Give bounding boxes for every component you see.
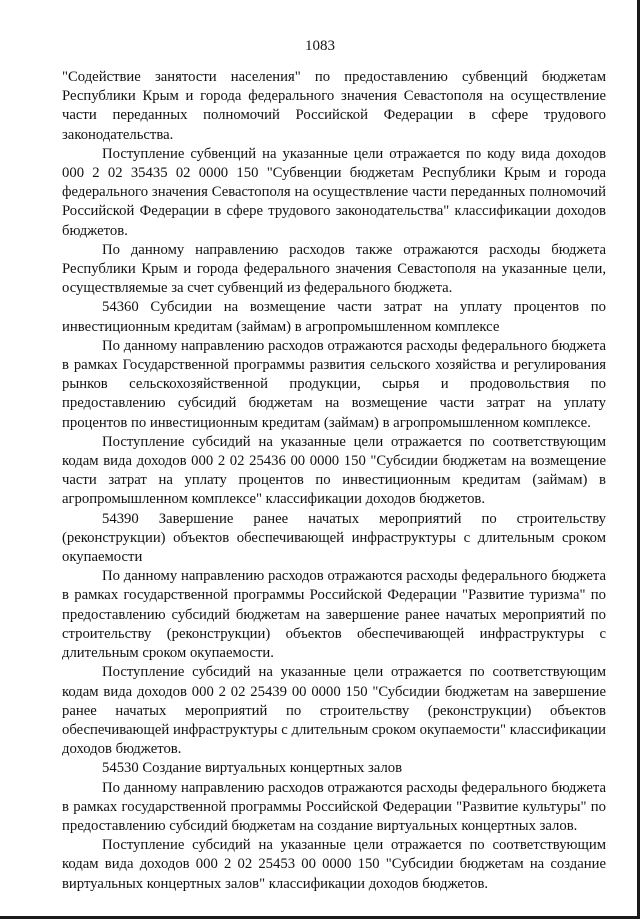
section-heading-54390: 54390 Завершение ранее начатых мероприятий по строительству (реконструкции) объектов обеспечивающей инфраструктуры с длительным сроком окупаемости [62,510,606,566]
paragraph: Поступление субсидий на указанные цели отражается по соответствующим кодам вида доходов 000 2 02 25436 00 0000 150 "Субсидии бюджетам на возмещение части затрат на уплату процентов по инвестиционным кредитам (займам) в агропромышленном комплексе" классификации доходов бюджетов. [62,433,606,508]
page-number: 1083 [305,38,335,54]
paragraph: Поступление субвенций на указанные цели отражается по коду вида доходов 000 2 02 35435 02 0000 150 "Субвенции бюджетам Республики Крым и города федерального значения Севастополя на осуществление части переданных полномочий Российской Федерации в сфере трудового законодательства" классификации доходов бюджетов. [62,145,606,239]
paragraph: Поступление субсидий на указанные цели отражается по соответствующим кодам вида доходов 000 2 02 25439 00 0000 150 "Субсидии бюджетам на завершение ранее начатых мероприятий по строительству (реконструкции) объектов обеспечивающей инфраструктуры с длительным сроком окупаемости" классификации доходов бюджетов. [62,664,606,758]
paragraph: "Содействие занятости населения" по предоставлению субвенций бюджетам Республики Крым и города федерального значения Севастополя на осуществление части переданных полномочий Российской Федерации в сфере трудового законодательства. [62,69,606,143]
paragraph: По данному направлению расходов также отражаются расходы бюджета Республики Крым и города федерального значения Севастополя на указанные цели, осуществляемые за счет субвенций из федерального бюджета. [62,241,606,297]
paragraph: По данному направлению расходов отражаются расходы федерального бюджета в рамках государственной программы Российской Федерации "Развитие туризма" по предоставлению субсидий бюджетам на завершение ранее начатых мероприятий по строительству (реконструкции) объектов обеспечивающей инфраструктуры с длительным сроком окупаемости. [62,568,606,662]
paragraph: Поступление субсидий на указанные цели отражается по соответствующим кодам вида доходов 000 2 02 25453 00 0000 150 "Субсидии бюджетам на создание виртуальных концертных залов" классификации доходов бюджетов. [62,837,606,892]
section-heading-54360: 54360 Субсидии на возмещение части затрат на уплату процентов по инвестиционным кредитам (займам) в агропромышленном комплексе [62,299,606,335]
paragraph: По данному направлению расходов отражаются расходы федерального бюджета в рамках государственной программы Российской Федерации "Развитие культуры" по предоставлению субсидий бюджетам на создание виртуальных концертных залов. [62,779,606,834]
document-body [62,68,606,894]
section-heading-54530: 54530 Создание виртуальных концертных залов [102,760,403,777]
paragraph: По данному направлению расходов отражаются расходы федерального бюджета в рамках Государственной программы развития сельского хозяйства и регулирования рынков сельскохозяйственной продукции, сырья и продовольствия по предоставлению субсидий бюджетам на возмещение части затрат на уплату процентов по инвестиционным кредитам (займам) в агропромышленном комплексе. [62,337,606,431]
